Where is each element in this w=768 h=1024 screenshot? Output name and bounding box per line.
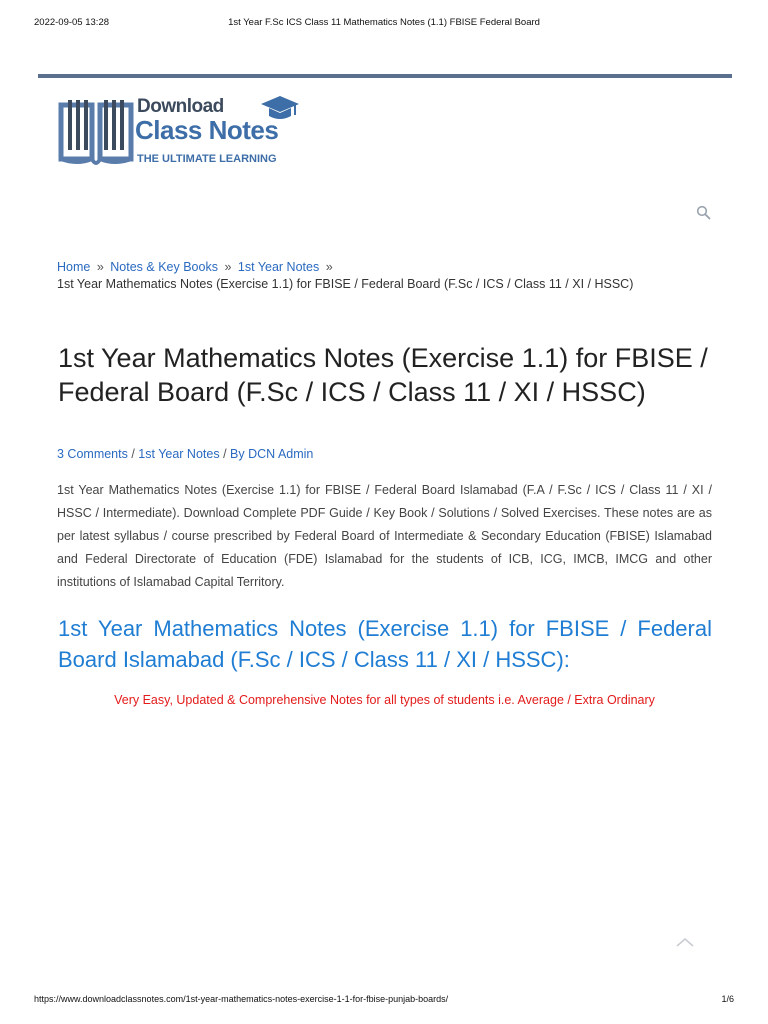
logo-tagline: THE ULTIMATE LEARNING <box>137 153 277 165</box>
search-icon[interactable] <box>696 205 712 221</box>
breadcrumb-separator: » <box>224 260 232 274</box>
breadcrumb <box>57 259 717 293</box>
logo-line-1: Download <box>137 96 224 117</box>
breadcrumb-separator: » <box>96 260 104 274</box>
print-header <box>34 17 734 31</box>
breadcrumb-home[interactable]: Home <box>57 260 91 274</box>
author-link[interactable]: DCN Admin <box>248 447 314 461</box>
logo-line-2: Class Notes <box>135 115 279 145</box>
site-logo[interactable] <box>57 93 302 171</box>
print-date: 2022-09-05 13:28 <box>34 17 110 28</box>
page-url: https://www.downloadclassnotes.com/1st-year-mathematics-notes-exercise-1-1-for-fbise-punjab-boards/ <box>34 994 449 1004</box>
post-meta <box>57 447 313 461</box>
section-heading: 1st Year Mathematics Notes (Exercise 1.1) for FBISE / Federal Board Islamabad (F.Sc / ICS / Class 11 / XI / HSSC): <box>58 616 712 672</box>
chevron-up-icon[interactable] <box>674 935 696 949</box>
breadcrumb-notes-key-books[interactable]: Notes & Key Books <box>110 260 218 274</box>
category-link[interactable]: 1st Year Notes <box>138 447 220 461</box>
header-rule <box>38 74 732 78</box>
intro-paragraph: 1st Year Mathematics Notes (Exercise 1.1) for FBISE / Federal Board Islamabad (F.A / F.Sc / ICS / Class 11 / XI / HSSC / Intermediate). Download Complete PDF Guide / Key Book / Solutions / Solved Exercises. These notes are as per latest syllabus / course prescribed by Federal Board of Intermediate & Secondary Education (FBISE) Islamabad and Federal Directorate of Education (FDE) Islamabad for the students of ICB, ICG, IMCB, IMCG and other institutions of Islamabad Capital Territory. <box>57 483 712 589</box>
comments-link[interactable]: 3 Comments <box>57 447 128 461</box>
page-number: 1/6 <box>721 994 734 1004</box>
breadcrumb-current: 1st Year Mathematics Notes (Exercise 1.1) for FBISE / Federal Board (F.Sc / ICS / Class 11 / XI / HSSC) <box>57 277 634 291</box>
by-label: By <box>230 447 245 461</box>
book-icon <box>57 93 135 171</box>
breadcrumb-1st-year-notes[interactable]: 1st Year Notes <box>237 260 320 274</box>
page-title: 1st Year Mathematics Notes (Exercise 1.1) for FBISE / Federal Board (F.Sc / ICS / Class 11 / XI / HSSC) <box>58 343 708 407</box>
print-footer <box>34 994 734 1008</box>
highlight-text: Very Easy, Updated & Comprehensive Notes for all types of students i.e. Average / Extra Ordinary <box>114 693 655 707</box>
breadcrumb-separator: » <box>325 260 333 274</box>
meta-separator: / <box>127 447 139 461</box>
meta-separator: / <box>219 447 231 461</box>
print-doc-title: 1st Year F.Sc ICS Class 11 Mathematics Notes (1.1) FBISE Federal Board <box>228 17 540 28</box>
